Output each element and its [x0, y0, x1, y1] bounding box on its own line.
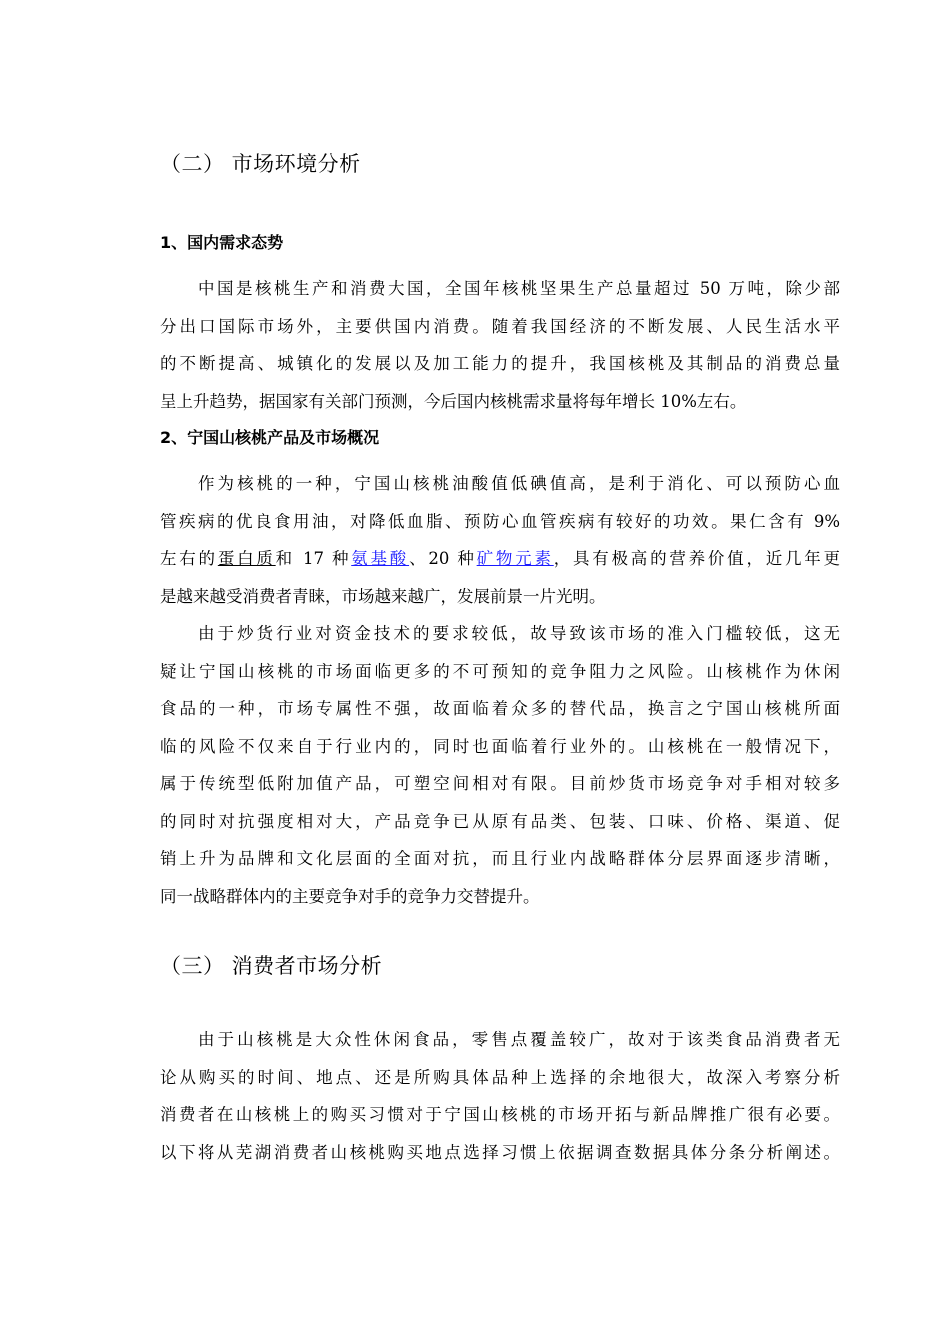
text-line: 由于山核桃是大众性休闲食品，零售点覆盖较广，故对于该类食品消费者无 [198, 1030, 840, 1049]
paragraph-competition [160, 615, 840, 915]
text-line: 管疾病的优良食用油，对降低血脂、预防心血管疾病有较好的功效。果仁含有 9% [160, 511, 840, 531]
text: 和 17 种 [275, 549, 352, 568]
link-mineral-elements[interactable]: 矿物元素 [476, 549, 554, 568]
text-line: 的同时对抗强度相对大，产品竞争已从原有品类、包装、口味、价格、渠道、促 [160, 811, 840, 831]
link-amino-acid[interactable]: 氨基酸 [351, 549, 410, 568]
text-line: 临的风险不仅来自于行业内的，同时也面临着行业外的。山核桃在一般情况下， [160, 736, 840, 756]
text-line: 呈上升趋势，据国家有关部门预测，今后国内核桃需求量将每年增长 10%左右。 [160, 391, 747, 411]
text-line: 由于炒货行业对资金技术的要求较低，故导致该市场的准入门槛较低，这无 [198, 624, 840, 643]
text-line: 论从购买的时间、地点、还是所购具体品种上选择的余地很大，故深入考察分析 [160, 1067, 840, 1087]
text: 左右的 [160, 549, 218, 568]
paragraph-domestic-demand [160, 270, 840, 420]
text-line: 是越来越受消费者青睐，市场越来越广，发展前景一片光明。 [160, 586, 606, 606]
subheading-domestic-demand: 1、国内需求态势 [160, 233, 284, 252]
text-line: 以下将从芜湖消费者山核桃购买地点选择习惯上依据调查数据具体分条分析阐述。 [160, 1142, 840, 1162]
text-line: 属于传统型低附加值产品，可塑空间相对有限。目前炒货市场竞争对手相对较多 [160, 774, 840, 793]
text-line: 作为核桃的一种，宁国山核桃油酸值低碘值高，是利于消化、可以预防心血 [198, 474, 840, 493]
section-heading-market-environment: （二） 市场环境分析 [160, 152, 361, 176]
text: 、20 种 [409, 549, 477, 568]
paragraph-product-overview [160, 465, 840, 615]
text-line: 疑让宁国山核桃的市场面临更多的不可预知的竞争阻力之风险。山核桃作为休闲 [160, 661, 840, 681]
text-line: 销上升为品牌和文化层面的全面对抗，而且行业内战略群体分层界面逐步清晰， [160, 849, 840, 868]
text-line: 同一战略群体内的主要竞争对手的竞争力交替提升。 [160, 886, 540, 906]
text: ，具有极高的营养价值，近几年更 [553, 549, 841, 568]
text-line: 食品的一种，市场专属性不强，故面临着众多的替代品，换言之宁国山核桃所面 [160, 699, 840, 718]
text-line: 的不断提高、城镇化的发展以及加工能力的提升，我国核桃及其制品的消费总量 [160, 354, 840, 373]
text-line: 中国是核桃生产和消费大国，全国年核桃坚果生产总量超过 50 万吨，除少部 [198, 279, 840, 298]
section-heading-consumer-market: （三） 消费者市场分析 [160, 954, 383, 978]
text-line-with-links [160, 540, 840, 578]
subheading-ningguo-hickory: 2、宁国山核桃产品及市场概况 [160, 428, 380, 447]
text-line: 分出口国际市场外，主要供国内消费。随着我国经济的不断发展、人民生活水平 [160, 316, 840, 336]
text-line: 消费者在山核桃上的购买习惯对于宁国山核桃的市场开拓与新品牌推广很有必要。 [160, 1105, 840, 1124]
paragraph-consumer-market [160, 1021, 840, 1171]
link-protein[interactable]: 蛋白质 [217, 549, 276, 568]
